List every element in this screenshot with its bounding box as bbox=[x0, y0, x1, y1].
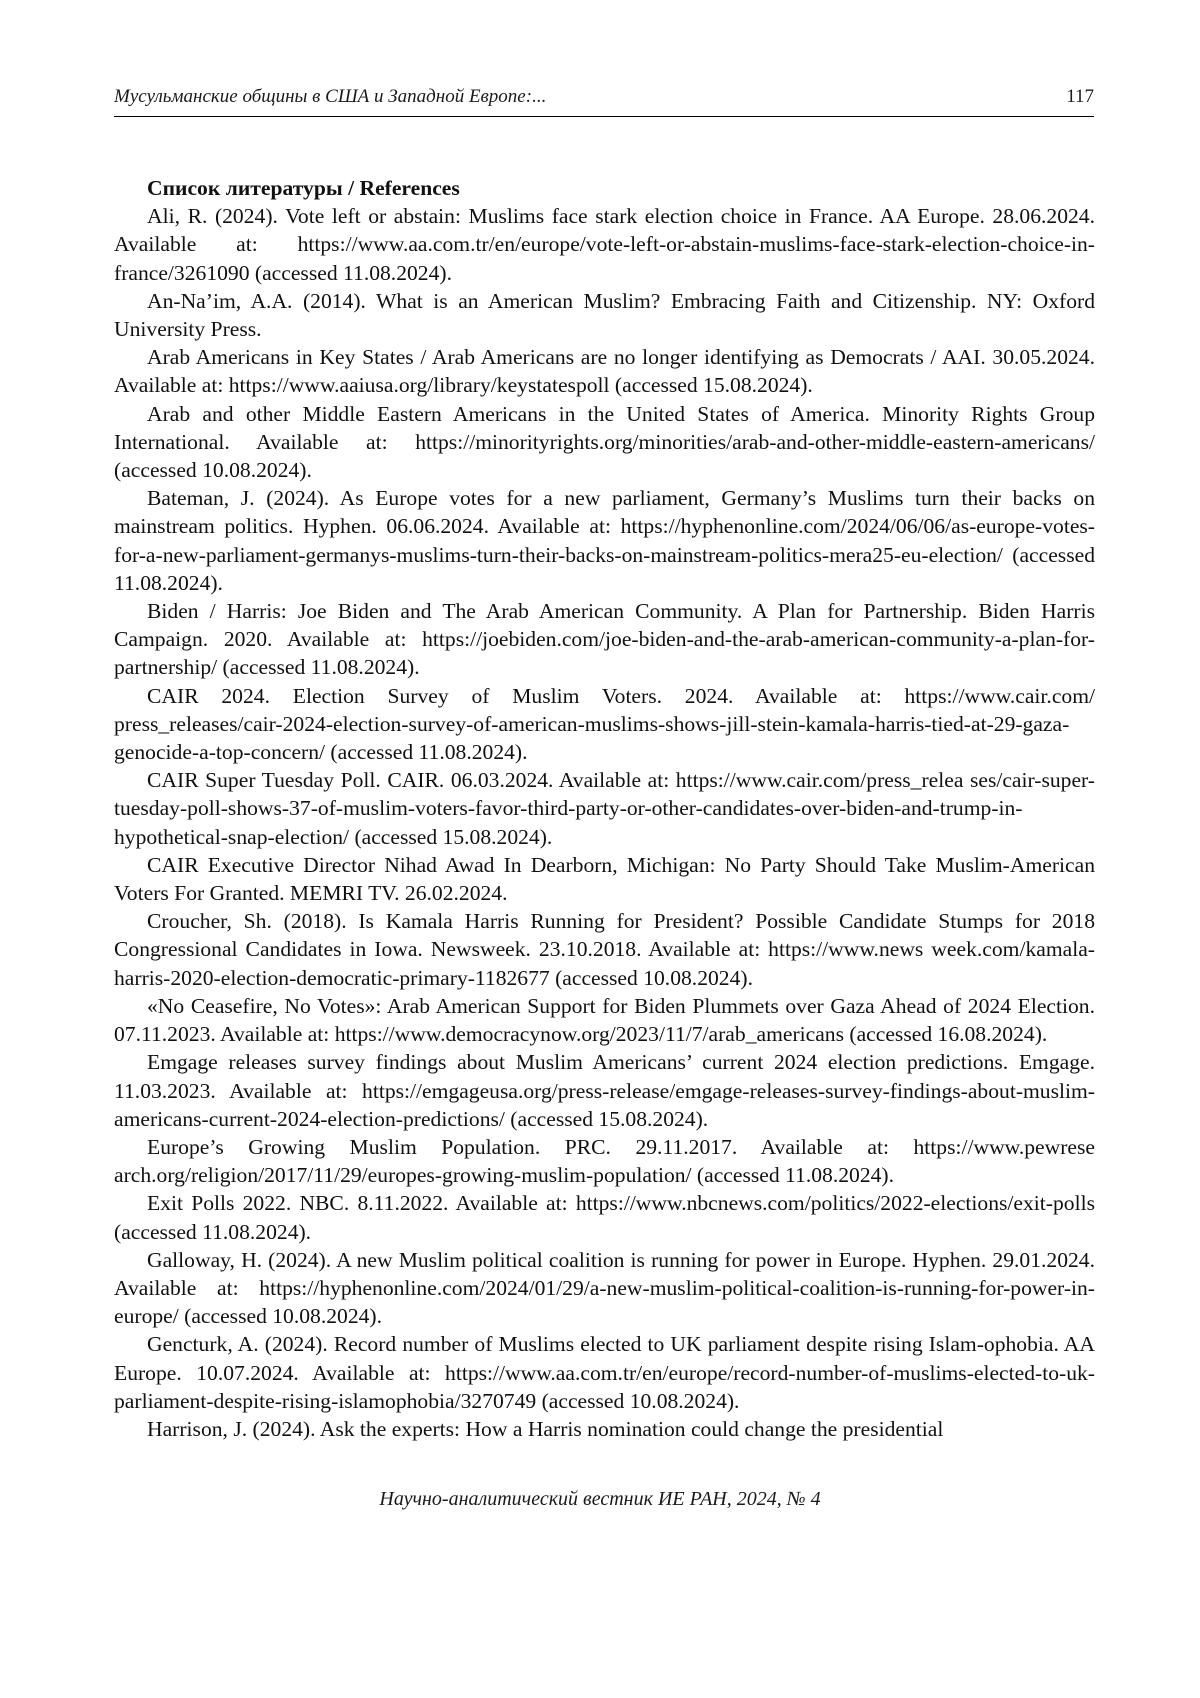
reference-item: CAIR Super Tuesday Poll. CAIR. 06.03.2024. Available at: https://www.cair.com/press_relea ses/cair-super-tuesday-poll-shows-37-of-muslim-voters-favor-third-party-or-other-candidates-over-biden-and-trump-in-hypothetical-snap-election/ (accessed 15.08.2024). bbox=[114, 768, 1095, 849]
reference-item: Europe’s Growing Muslim Population. PRC. 29.11.2017. Available at: https://www.pewrese arch.org/religion/2017/11/29/europes-growing-muslim-population/ (accessed 11.08.2024). bbox=[114, 1134, 1095, 1188]
journal-footer: Научно-аналитический вестник ИЕ РАН, 2024, № 4 bbox=[379, 1488, 821, 1510]
reference-item: Croucher, Sh. (2018). Is Kamala Harris Running for President? Possible Candidate Stumps for 2018 Congressional Candidates in Iowa. Newsweek. 23.10.2018. Available at: https://www.news week.com/kamala-harris-2020-election-democratic-primary-1182677 (accessed 10.08.2024). bbox=[114, 909, 1095, 990]
references-section bbox=[114, 174, 1095, 1443]
reference-item: CAIR 2024. Election Survey of Muslim Voters. 2024. Available at: https://www.cair.com/ press_releases/cair-2024-election-survey-of-american-muslims-shows-jill-stein-kamala-harris-tied-at-29-gaza-genocide-a-top-concern/ (accessed 11.08.2024). bbox=[114, 683, 1095, 765]
reference-item: Ali, R. (2024). Vote left or abstain: Muslims face stark election choice in France. AA Europe. 28.06.2024. Available at: https://www.aa.com.tr/en/europe/vote-left-or-abstain-muslims-face-stark-election-choice-in-france/3261090 (accessed 11.08.2024). bbox=[114, 204, 1095, 285]
reference-item: Gencturk, A. (2024). Record number of Muslims elected to UK parliament despite rising Islam-ophobia. AA Europe. 10.07.2024. Available at: https://www.aa.com.tr/en/europe/record-number-of-muslims-elected-to-uk-parliament-despite-rising-islamophobia/3270749 (accessed 10.08.2024). bbox=[114, 1332, 1095, 1413]
reference-item: An-Na’im, A.A. (2014). What is an American Muslim? Embracing Faith and Citizenship. NY: Oxford University Press. bbox=[114, 288, 1095, 342]
running-title: Мусульманские общины в США и Западной Европе:... bbox=[114, 86, 547, 107]
reference-item: Biden / Harris: Joe Biden and The Arab American Community. A Plan for Partnership. Biden Harris Campaign. 2020. Available at: https://joebiden.com/joe-biden-and-the-arab-american-community-a-plan-for-partnership/ (accessed 11.08.2024). bbox=[114, 599, 1095, 680]
reference-item: Emgage releases survey findings about Muslim Americans’ current 2024 election predictions. Emgage. 11.03.2023. Available at: https://emgageusa.org/press-release/emgage-releases-survey-findings-about-muslim-americans-current-2024-election-predictions/ (accessed 15.08.2024). bbox=[114, 1050, 1095, 1131]
reference-item: Bateman, J. (2024). As Europe votes for a new parliament, Germany’s Muslims turn their backs on mainstream politics. Hyphen. 06.06.2024. Available at: https://hyphenonline.com/2024/06/06/as-europe-votes-for-a-new-parliament-germanys-muslims-turn-their-backs-on-mainstream-politics-mera25-eu-election/ (accessed 11.08.2024). bbox=[114, 486, 1095, 595]
reference-item: CAIR Executive Director Nihad Awad In Dearborn, Michigan: No Party Should Take Muslim-American Voters For Granted. MEMRI TV. 26.02.2024. bbox=[114, 852, 1095, 906]
references-heading: Список литературы / References bbox=[147, 176, 460, 200]
reference-item: Arab and other Middle Eastern Americans in the United States of America. Minority Rights Group International. Available at: https://minorityrights.org/minorities/arab-and-other-middle-eastern-americans/ (accessed 10.08.2024). bbox=[114, 401, 1095, 483]
reference-item: «No Ceasefire, No Votes»: Arab American Support for Biden Plummets over Gaza Ahead of 2024 Election. 07.11.2023. Available at: https://www.democracynow.org/2023/11/7/arab_americans (accessed 16.08.2024). bbox=[114, 993, 1095, 1047]
reference-item: Arab Americans in Key States / Arab Americans are no longer identifying as Democrats / AAI. 30.05.2024. Available at: https://www.aaiusa.org/library/keystatespoll (accessed 15.08.2024). bbox=[114, 345, 1095, 398]
reference-item: Harrison, J. (2024). Ask the experts: How a Harris nomination could change the presidential bbox=[147, 1416, 944, 1441]
reference-item: Galloway, H. (2024). A new Muslim political coalition is running for power in Europe. Hyphen. 29.01.2024. Available at: https://hyphenonline.com/2024/01/29/a-new-muslim-political-coalition-is-running-for-power-in-europe/ (accessed 10.08.2024). bbox=[114, 1247, 1095, 1329]
running-header bbox=[114, 86, 1094, 117]
page-number: 117 bbox=[1066, 86, 1094, 107]
reference-item: Exit Polls 2022. NBC. 8.11.2022. Available at: https://www.nbcnews.com/politics/2022-elections/exit-polls (accessed 11.08.2024). bbox=[114, 1191, 1095, 1244]
